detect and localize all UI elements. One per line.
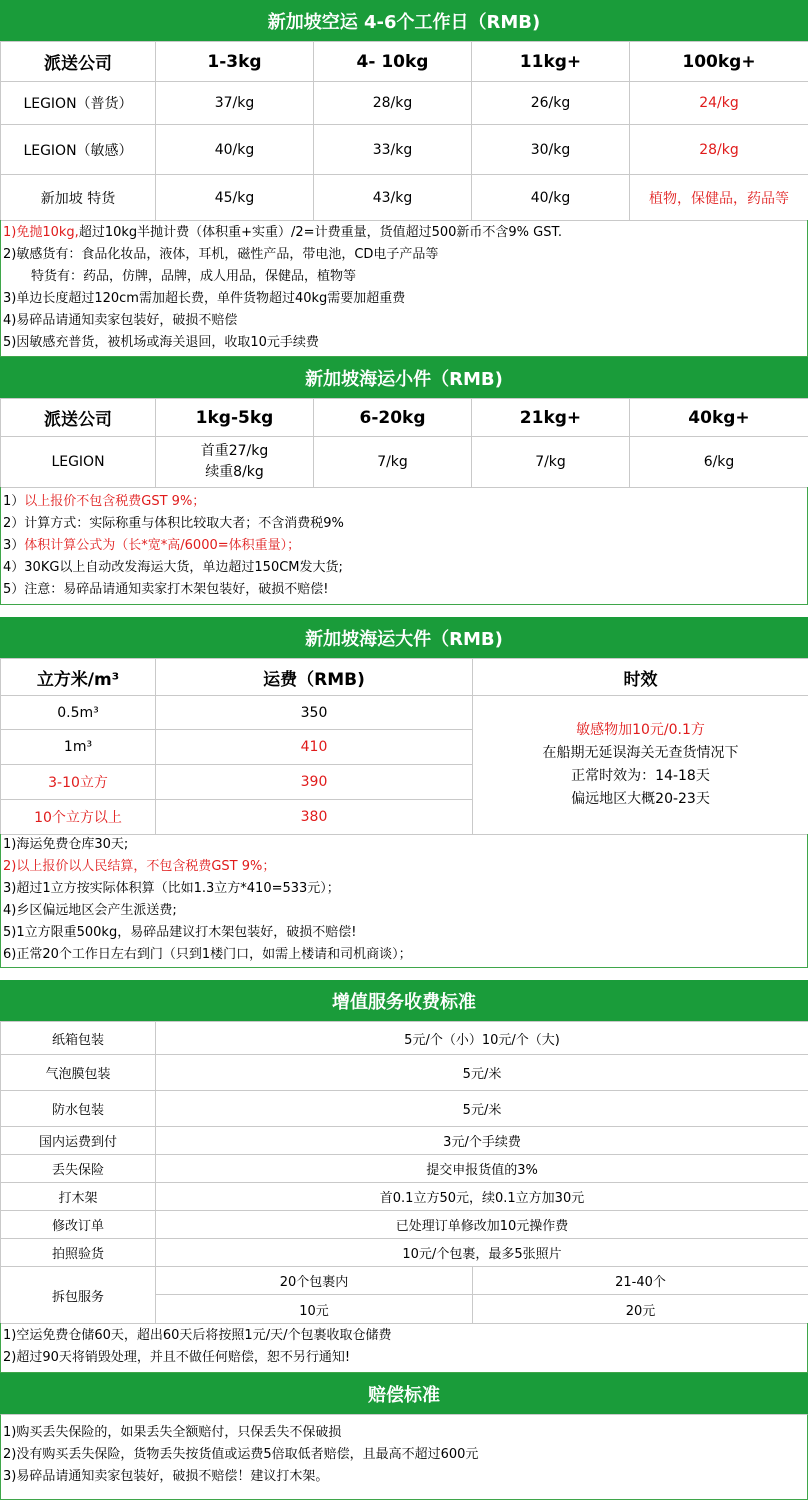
air-cell: 28/kg: [314, 82, 472, 125]
air-note-1: [3, 222, 808, 244]
unpack-service-name: 拆包服务: [1, 1267, 156, 1324]
sea-small-price-table: [0, 398, 808, 488]
air-cell: 43/kg: [314, 175, 472, 221]
sea-large-note-1: 1)海运免费仓库30天;: [3, 837, 129, 852]
sea-small-next-weight: 续重8/kg: [205, 464, 264, 480]
air-header-1-3kg: 1-3kg: [156, 42, 314, 82]
service-name: 国内运费到付: [1, 1127, 156, 1155]
air-cell: 37/kg: [156, 82, 314, 125]
service-name: 气泡膜包装: [1, 1055, 156, 1091]
sea-small-header-company: 派送公司: [1, 399, 156, 437]
sea-large-header-timing: 时效: [473, 659, 808, 696]
air-cell: 30/kg: [472, 125, 630, 175]
services-notes: [0, 1325, 808, 1369]
air-header-11kg: 11kg+: [472, 42, 630, 82]
air-section-title: 新加坡空运 4-6个工作日（RMB): [0, 0, 808, 41]
sea-small-note-3-highlight: 体积计算公式为（长*宽*高/6000=体积重量）；: [24, 538, 301, 553]
sea-small-company: LEGION: [1, 437, 156, 488]
air-header-100kg: 100kg+: [630, 42, 808, 82]
air-note-1-text: 超过10kg半抛计费（体积重+实重）/2=计费重量，货值超过500新币不含9% GST.: [78, 225, 562, 240]
note-prefix: 1）: [3, 494, 25, 509]
sea-large-volume: 0.5m³: [1, 696, 156, 730]
table-row: [1, 1183, 808, 1211]
sea-small-first-weight: 首重27/kg: [200, 443, 269, 459]
service-price: 5元/个（小）10元/个（大): [156, 1022, 808, 1055]
table-row: [1, 1239, 808, 1267]
table-row: [1, 696, 808, 730]
sea-large-timing-line-1: 敏感物加10元/0.1方: [576, 722, 705, 738]
sea-small-1-5kg: [156, 437, 314, 488]
sea-large-volume: 10个立方以上: [1, 800, 156, 835]
table-row: [1, 1055, 808, 1091]
sea-small-note-1-highlight: 以上报价不包含税费GST 9%；: [24, 494, 206, 509]
services-table: [0, 1021, 808, 1324]
service-price: 5元/米: [156, 1091, 808, 1127]
air-cell: 24/kg: [630, 82, 808, 125]
sea-large-price-table: [0, 658, 808, 835]
services-section-title: 增值服务收费标准: [0, 980, 808, 1021]
service-name: 修改订单: [1, 1211, 156, 1239]
sea-large-note-3: 3)超过1立方按实际体积算（比如1.3立方*410=533元）；: [3, 881, 340, 896]
sea-large-header-volume: 立方米/m³: [1, 659, 156, 696]
sea-large-volume: 1m³: [1, 730, 156, 765]
air-notes: [0, 222, 808, 354]
sea-small-note-1: [3, 491, 808, 513]
air-header-company: 派送公司: [1, 42, 156, 82]
air-cell: 新加坡 特货: [1, 175, 156, 221]
sea-small-header-40kg: 40kg+: [630, 399, 808, 437]
compensation-section-title: 赔偿标准: [0, 1373, 808, 1414]
sea-large-price: 380: [156, 800, 473, 835]
services-note-2: 2)超过90天将销毁处理，并且不做任何赔偿，恕不另行通知!: [3, 1350, 351, 1365]
sea-large-note-6: 6)正常20个工作日左右到门（只到1楼门口，如需上楼请和司机商谈）；: [3, 947, 412, 962]
table-row: [1, 175, 808, 221]
table-row: [1, 1155, 808, 1183]
unpack-tier-2-label: 21-40个: [473, 1267, 808, 1295]
unpack-tier-1-price: 10元: [156, 1295, 473, 1324]
sea-large-volume: 3-10立方: [1, 765, 156, 800]
table-row: [1, 1211, 808, 1239]
air-cell: LEGION（普货）: [1, 82, 156, 125]
air-note-2: 2)敏感货有：食品化妆品，液体，耳机，磁性产品，带电池，CD电子产品等: [3, 247, 439, 262]
service-price: 首0.1立方50元，续0.1立方加30元: [156, 1183, 808, 1211]
sea-large-timing-line-4: 偏远地区大概20-23天: [571, 791, 710, 807]
sea-small-notes: [0, 491, 808, 601]
sea-large-timing: [473, 696, 808, 835]
air-note-1-highlight: 1)免抛10kg,: [3, 225, 79, 240]
sea-large-notes: [0, 834, 808, 966]
sea-small-note-4: 4）30KG以上自动改发海运大货，单边超过150CM发大货;: [3, 560, 343, 575]
note-prefix: 3）: [3, 538, 25, 553]
service-price: 已处理订单修改加10元操作费: [156, 1211, 808, 1239]
air-note-3: 3)单边长度超过120cm需加超长费，单件货物超过40kg需要加超重费: [3, 291, 406, 306]
service-price: 10元/个包裹，最多5张照片: [156, 1239, 808, 1267]
unpack-tier-2-price: 20元: [473, 1295, 808, 1324]
compensation-note-2: 2)没有购买丢失保险，货物丢失按货值或运费5倍取低者赔偿，且最高不超过600元: [3, 1447, 479, 1462]
sea-large-price: 350: [156, 696, 473, 730]
table-row: [1, 437, 808, 488]
air-header-4-10kg: 4- 10kg: [314, 42, 472, 82]
sea-large-section-title: 新加坡海运大件（RMB): [0, 617, 808, 658]
compensation-notes: [0, 1422, 808, 1488]
air-cell: 植物，保健品，药品等: [630, 175, 808, 221]
sea-small-header-21kg: 21kg+: [472, 399, 630, 437]
service-name: 拍照验货: [1, 1239, 156, 1267]
service-price: 提交申报货值的3%: [156, 1155, 808, 1183]
service-price: 3元/个手续费: [156, 1127, 808, 1155]
compensation-note-3: 3)易碎品请通知卖家包装好，破损不赔偿！建议打木架。: [3, 1469, 329, 1484]
sea-small-note-5: 5）注意：易碎品请通知卖家打木架包装好，破损不赔偿!: [3, 582, 329, 597]
table-row: [1, 1091, 808, 1127]
air-cell: LEGION（敏感）: [1, 125, 156, 175]
service-name: 纸箱包装: [1, 1022, 156, 1055]
air-cell: 45/kg: [156, 175, 314, 221]
sea-small-section-title: 新加坡海运小件（RMB): [0, 357, 808, 398]
unpack-tier-1-label: 20个包裹内: [156, 1267, 473, 1295]
air-note-4: 4)易碎品请通知卖家包装好，破损不赔偿: [3, 313, 238, 328]
sea-small-note-3: [3, 535, 808, 557]
air-cell: 40/kg: [156, 125, 314, 175]
air-note-2b: 特货有：药品，仿牌，品牌，成人用品，保健品，植物等: [31, 269, 357, 284]
sea-large-timing-line-2: 在船期无延误海关无查货情况下: [542, 745, 739, 761]
table-row: [1, 1022, 808, 1055]
air-price-table: [0, 41, 808, 221]
table-row: [1, 1267, 808, 1295]
service-name: 防水包装: [1, 1091, 156, 1127]
sea-small-40kg: 6/kg: [630, 437, 808, 488]
air-cell: 28/kg: [630, 125, 808, 175]
sea-large-note-5: 5)1立方限重500kg，易碎品建议打木架包装好，破损不赔偿!: [3, 925, 357, 940]
air-note-5: 5)因敏感充普货，被机场或海关退回，收取10元手续费: [3, 335, 319, 350]
compensation-note-1: 1)购买丢失保险的，如果丢失全额赔付，只保丢失不保破损: [3, 1425, 342, 1440]
air-cell: 40/kg: [472, 175, 630, 221]
sea-small-21kg: 7/kg: [472, 437, 630, 488]
sea-small-header-1-5kg: 1kg-5kg: [156, 399, 314, 437]
table-row: [1, 82, 808, 125]
sea-small-note-2: 2）计算方式：实际称重与体积比较取大者；不含消费税9%: [3, 516, 344, 531]
sea-small-header-6-20kg: 6-20kg: [314, 399, 472, 437]
service-name: 丢失保险: [1, 1155, 156, 1183]
service-price: 5元/米: [156, 1055, 808, 1091]
sea-large-note-4: 4)乡区偏远地区会产生派送费;: [3, 903, 177, 918]
air-cell: 33/kg: [314, 125, 472, 175]
sea-large-timing-line-3: 正常时效为：14-18天: [571, 768, 710, 784]
air-cell: 26/kg: [472, 82, 630, 125]
table-row: [1, 1127, 808, 1155]
services-note-1: 1)空运免费仓储60天，超出60天后将按照1元/天/个包裹收取仓储费: [3, 1328, 392, 1343]
service-name: 打木架: [1, 1183, 156, 1211]
sea-large-price: 410: [156, 730, 473, 765]
sea-small-6-20kg: 7/kg: [314, 437, 472, 488]
table-row: [1, 125, 808, 175]
sea-large-note-2: 2)以上报价以人民结算，不包含税费GST 9%；: [3, 859, 276, 874]
sea-large-price: 390: [156, 765, 473, 800]
sea-large-header-price: 运费（RMB): [156, 659, 473, 696]
